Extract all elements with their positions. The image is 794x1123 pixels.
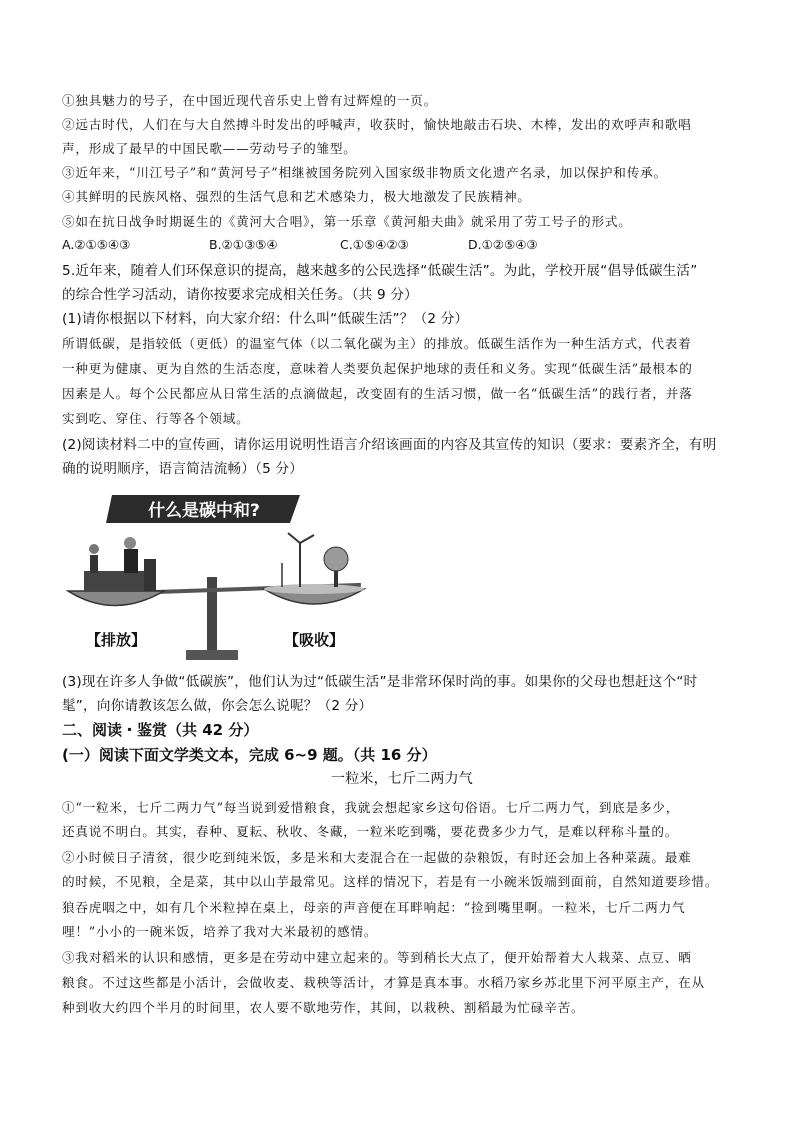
q5-2-prompt-line-2: 确的说明顺序，语言简洁流畅）（5 分） xyxy=(62,461,304,477)
essay-line-6: 哩！”小小的一碗米饭，培养了我对大米最初的感情。 xyxy=(62,924,378,939)
q5-material-line-1: 所谓低碳，是指较低（更低）的温室气体（以二氧化碳为主）的排放。低碳生活作为一种生活方式，代表着 xyxy=(62,336,692,351)
factory-building xyxy=(84,571,144,591)
q5-material-line-2: 一种更为健康、更为自然的生活态度，意味着人类要负起保护地球的责任和义务。实现“低碳生活”最根本的 xyxy=(62,361,693,376)
essay-line-1: ①“一粒米，七斤二两力气”每当说到爱惜粮食，我就会想起家乡这句俗语。七斤二两力气，到底是多少， xyxy=(62,800,680,815)
cooling-tower-icon xyxy=(124,549,138,573)
section-2-heading: 二、阅读・鉴赏（共 42 分） xyxy=(62,721,259,739)
turbine-blade xyxy=(288,533,300,543)
q4-options xyxy=(62,237,742,255)
q5-stem-line-1: 5.近年来，随着人们环保意识的提高，越来越多的公民选择“低碳生活”。为此，学校开展“倡导低碳生活” xyxy=(62,263,698,279)
q4-item-2: ②远古时代，人们在与大自然搏斗时发出的呼喊声，收获时，愉快地敲击石块、木棒，发出的欢呼声和歌唱 xyxy=(62,117,692,132)
q4-option-b[interactable]: B.②①③⑤④ xyxy=(209,237,278,252)
tree-icon xyxy=(324,547,348,571)
essay-line-2: 还真说不明白。其实，春种、夏耘、秋收、冬藏，一粒米吃到嘴，要花费多少力气，是难以秤称斗量的。 xyxy=(62,824,679,839)
q5-material-line-4: 实到吃、穿住、行等各个领域。 xyxy=(62,411,250,426)
q4-item-1: ①独具魅力的号子，在中国近现代音乐史上曾有过辉煌的一页。 xyxy=(62,93,438,108)
essay-line-7: ③我对稻米的认识和感情，更多是在劳动中建立起来的。等到稍长大点了，便开始帮着大人栽菜、点豆、晒 xyxy=(62,950,692,965)
absorption-label: 【吸收】 xyxy=(283,631,345,649)
poster-illustration xyxy=(64,485,374,665)
q4-option-d[interactable]: D.①②⑤④③ xyxy=(468,237,538,252)
carbon-neutral-poster xyxy=(64,485,374,665)
emission-label: 【排放】 xyxy=(85,631,147,649)
q4-item-4: ④其鲜明的民族风格、强烈的生活气息和艺术感染力，极大地激发了民族精神。 xyxy=(62,189,531,204)
essay-line-4: 的时候，不见粮，全是菜，其中以山芋最常见。这样的情况下，若是有一小碗米饭端到面前，自然知道要珍惜。 xyxy=(62,874,719,889)
essay-line-9: 种到收大约四个半月的时间里，农人要不歇地劳作，其间，以栽秧、割稻最为忙碌辛苦。 xyxy=(62,1000,585,1015)
q5-material-line-3: 因素是人。每个公民都应从日常生活的点滴做起，改变固有的生活习惯，做一名“低碳生活”的践行者，并落 xyxy=(62,386,693,401)
left-pan xyxy=(68,591,164,606)
essay-title: 一粒米，七斤二两力气 xyxy=(331,771,473,787)
section-2-1-heading: (一）阅读下面文学类文本，完成 6~9 题。（共 16 分） xyxy=(62,746,437,764)
q4-option-c[interactable]: C.①⑤④②③ xyxy=(340,237,409,252)
essay-line-5: 狼吞虎咽之中，如有几个米粒掉在桌上，母亲的声音便在耳畔响起：“捡到嘴里啊。一粒米，七斤二两力气 xyxy=(62,900,686,915)
essay-line-3: ②小时候日子清贫，很少吃到纯米饭，多是米和大麦混合在一起做的杂粮饭，有时还会加上各种菜蔬。最难 xyxy=(62,850,692,865)
poster-title: 什么是碳中和? xyxy=(148,501,260,521)
right-pan-soil xyxy=(264,584,364,594)
q5-3-prompt-line-1: (3)现在许多人争做“低碳族”，他们认为过“低碳生活”是非常环保时尚的事。如果你的父母也想赶这个“时 xyxy=(62,674,698,690)
q4-item-3: ③近年来，“川江号子”和“黄河号子”相继被国务院列入国家级非物质文化遗产名录，加以保护和传承。 xyxy=(62,165,667,180)
smoke-icon-2 xyxy=(124,537,136,549)
turbine-blade-2 xyxy=(300,535,314,543)
q5-1-prompt: (1)请你根据以下材料，向大家介绍：什么叫“低碳生活”？（2 分） xyxy=(62,311,469,327)
scale-base xyxy=(186,650,238,660)
smoke-icon xyxy=(89,544,99,554)
cooling-tower-icon-2 xyxy=(144,559,156,591)
q4-option-a[interactable]: A.②①⑤④③ xyxy=(62,237,131,252)
q5-stem-line-2: 的综合性学习活动，请你按要求完成相关任务。（共 9 分） xyxy=(62,287,418,303)
essay-line-8: 粮食。不过这些都是小活计，会做收麦、栽秧等活计，才算是真本事。水稻乃家乡苏北里下河平原主产，在从 xyxy=(62,975,705,990)
q5-3-prompt-line-2: 髦”，向你请教该怎么做，你会怎么说呢？（2 分） xyxy=(62,698,373,714)
factory-chimney-icon xyxy=(90,555,98,573)
q5-2-prompt-line-1: (2)阅读材料二中的宣传画，请你运用说明性语言介绍该画面的内容及其宣传的知识（要求：要素齐全，有明 xyxy=(62,437,717,453)
q4-item-5: ⑤如在抗日战争时期诞生的《黄河大合唱》，第一乐章《黄河船夫曲》就采用了劳工号子的形式。 xyxy=(62,214,632,229)
q4-item-2-cont: 声，形成了最早的中国民歌——劳动号子的雏型。 xyxy=(62,141,357,156)
